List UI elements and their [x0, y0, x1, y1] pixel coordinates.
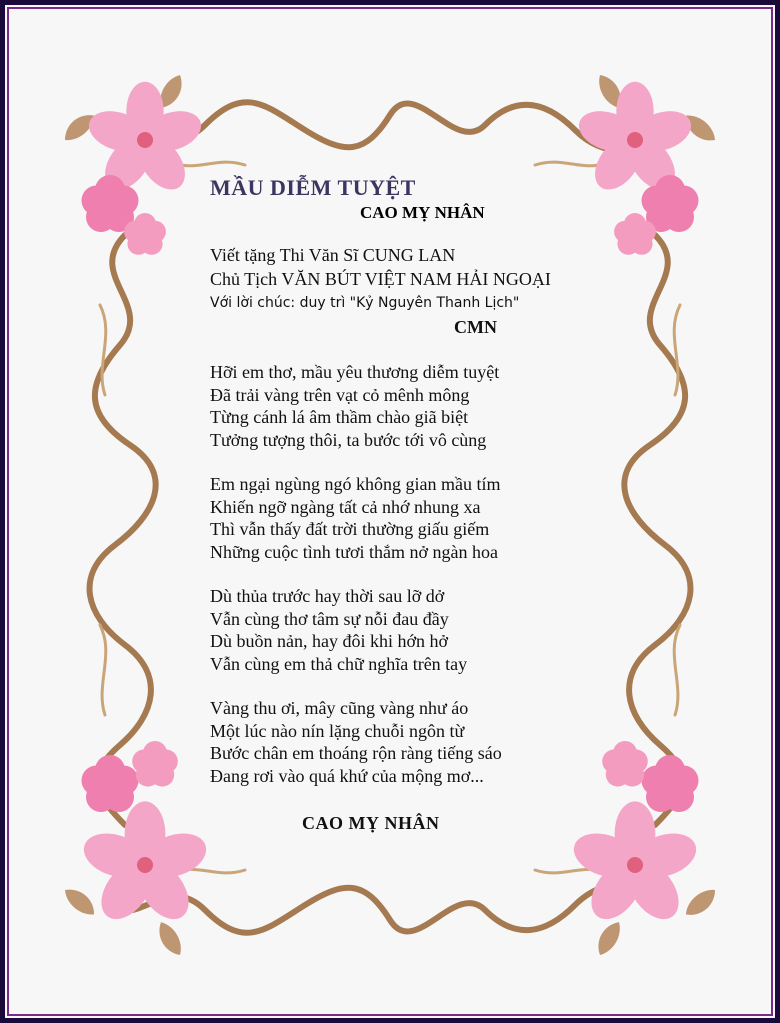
dedication — [210, 243, 580, 315]
verse-line: Dù buồn nản, hay đôi khi hớn hở — [210, 631, 449, 651]
verse-line: Một lúc nào nín lặng chuỗi ngôn từ — [210, 720, 465, 741]
verse-line: Từng cánh lá âm thầm chào giã biệt — [210, 407, 469, 427]
dedication-line: Chủ Tịch VĂN BÚT VIỆT NAM HẢI NGOẠI — [210, 269, 551, 289]
verse-line: Vàng thu ơi, mây cũng vàng như áo — [210, 698, 469, 718]
poem-title: MẦU DIỄM TUYỆT — [210, 175, 416, 200]
stanza-2 — [210, 473, 580, 563]
verse-line: Tưởng tượng thôi, ta bước tới vô cùng — [210, 429, 487, 450]
verse-line: Đã trải vàng trên vạt cỏ mênh mông — [210, 384, 470, 405]
verse-line: Những cuộc tình tươi thắm nở ngàn hoa — [210, 541, 498, 562]
author-initials: CMN — [454, 317, 497, 337]
verse-line: Thì vẫn thấy đất trời thường giấu giếm — [210, 519, 490, 539]
verse-line: Em ngại ngùng ngó không gian mầu tím — [210, 474, 501, 494]
verse-line: Bước chân em thoáng rộn ràng tiếng sáo — [210, 743, 502, 763]
flower-bottom-right — [568, 741, 702, 928]
stanza-4 — [210, 697, 580, 787]
stanza-3 — [210, 585, 580, 675]
dedication-wish: Với lời chúc: duy trì "Kỷ Nguyên Thanh Lịch" — [210, 295, 520, 311]
poem-author-top: CAO MỴ NHÂN — [360, 203, 485, 222]
verse-line: Dù thủa trước hay thời sau lỡ dở — [210, 586, 445, 606]
flower-top-right — [574, 82, 699, 255]
verse-line: Đang rơi vào quá khứ của mộng mơ... — [210, 765, 484, 786]
poem-signature: CAO MỴ NHÂN — [302, 813, 440, 833]
dedication-line: Viết tặng Thi Văn Sĩ CUNG LAN — [210, 245, 456, 265]
verse-line: Hỡi em thơ, mầu yêu thương diễm tuyệt — [210, 362, 500, 382]
verse-line: Vẫn cùng thơ tâm sự nỗi đau đầy — [210, 608, 449, 629]
flower-top-left — [82, 82, 207, 255]
stanza-1 — [210, 361, 580, 451]
verse-line: Vẫn cùng em thả chữ nghĩa trên tay — [210, 653, 468, 674]
verse-line: Khiến ngỡ ngàng tất cả nhớ nhung xa — [210, 496, 481, 517]
poem-content — [210, 175, 580, 834]
